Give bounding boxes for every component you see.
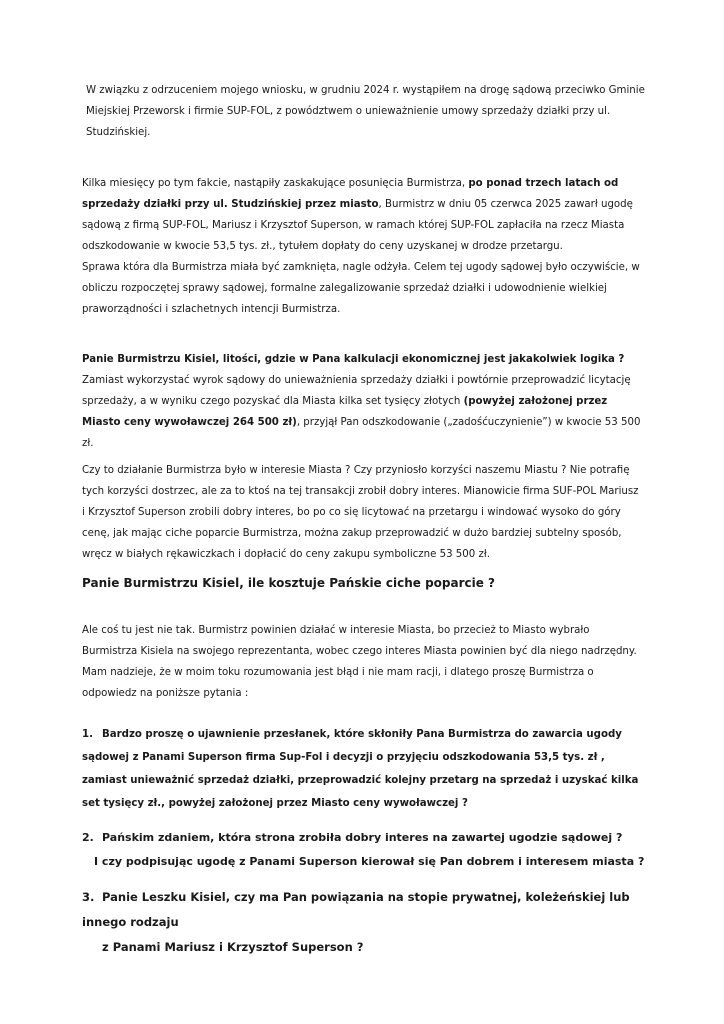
paragraph-lawsuit: W związku z odrzuceniem mojego wniosku, w grudniu 2024 r. wystąpiłem na drogę sądową przeciwko Gminie Miejskiej Przeworsk i firmie SUP-FOL, z powództwem o unieważnienie umowy sprzedaży działki przy ul. Studzińskiej. xyxy=(86,85,645,138)
question-2-text-2: I czy podpisując ugodę z Panami Superson kierował się Pan dobrem i interesem miasta ? xyxy=(94,855,645,868)
section-heading: Panie Burmistrzu Kisiel, ile kosztuje Pańskie ciche poparcie ? xyxy=(82,576,496,590)
logic-question: Panie Burmistrzu Kisiel, litości, gdzie w Pana kalkulacji ekonomicznej jest jakakolwiek logika ? xyxy=(82,354,625,365)
request-text-1: Ale coś tu jest nie tak. Burmistrz powinien działać w interesie Miasta, bo przecież to Miasto wybrało Burmistrza Kisiela na swojego reprezentanta, wobec czego interes Miasta powinien być dla niego nadrzędny. xyxy=(82,625,637,657)
logic-text-1: Zamiast wykorzystać wyrok sądowy do unieważnienia sprzedaży działki i powtórnie przeprowadzić licytację sprzedaży, a w wyniku czego pozyskać dla Miasta kilka set tysięcy złotych xyxy=(82,375,631,407)
question-3-number: 3. xyxy=(82,890,95,904)
paragraph-request xyxy=(82,620,642,704)
question-3-text-1: Panie Leszku Kisiel, czy ma Pan powiązania na stopie prywatnej, koleżeńskiej lub innego rodzaju xyxy=(82,890,630,929)
question-2-number: 2. xyxy=(82,831,94,844)
logic-bold: (powyżej założonej przez Miasto ceny wywoławczej 264 500 zł) xyxy=(82,396,608,428)
question-2-text-1: Pańskim zdaniem, która strona zrobiła dobry interes na zawartej ugodzie sądowej ? xyxy=(102,831,623,844)
question-2 xyxy=(82,826,652,874)
question-1-text: Bardzo proszę o ujawnienie przesłanek, które skłoniły Pana Burmistrza do zawarcia ugody sądowej z Panami Superson firma Sup-Fol i decyzji o przyjęciu odszkodowania 53,5 tys. zł , zamiast unieważnić sprzedaż działki, przeprowadzić kolejny przetarg na sprzedaż i uzyskać kilka set tysięcy zł., powyżej założonej przez Miasto ceny wywoławczej ? xyxy=(82,729,639,809)
question-1-number: 1. xyxy=(82,729,93,740)
question-1 xyxy=(82,723,652,815)
paragraph-logic xyxy=(82,349,642,454)
logic-text-2: , przyjął Pan odszkodowanie („zadośćuczynienie”) w kwocie 53 500 zł. xyxy=(82,417,641,449)
settlement-text-1: Kilka miesięcy po tym fakcie, nastąpiły zaskakujące posunięcia Burmistrza, xyxy=(82,178,466,189)
paragraph-settlement xyxy=(82,173,642,320)
settlement-text-2: , Burmistrz w dniu 05 czerwca 2025 zawarł ugodę sądową z firmą SUP-FOL, Mariusz i Krzysztof Superson, w ramach której SUP-FOL zapłaciła na rzecz Miasta odszkodowanie w kwocie 53,5 tys. zł., tytułem dopłaty do ceny uzyskanej w drodze przetargu. xyxy=(82,199,633,252)
request-text-2: Mam nadzieje, że w moim toku rozumowania jest błąd i nie mam racji, i dlatego proszę Burmistrza o odpowiedz na poniższe pytania : xyxy=(82,667,594,699)
settlement-bold: po ponad trzech latach od sprzedaży działki przy ul. Studzińskiej przez miasto xyxy=(82,178,619,210)
paragraph-interest: Czy to działanie Burmistrza było w interesie Miasta ? Czy przyniosło korzyści naszemu Miastu ? Nie potrafię tych korzyści dostrzec, ale za to ktoś na tej transakcji zrobił dobry interes. Mianowicie firma SUF-POL Mariusz i Krzysztof Superson zrobili dobry interes, bo po co się licytować na przetargu i windować wysoko do góry cenę, jak mając ciche poparcie Burmistrza, można zakup przeprowadzić w dużo bardziej subtelny sposób, wręcz w białych rękawiczkach i dopłacić do ceny zakupu symboliczne 53 500 zł. xyxy=(82,465,639,560)
question-3-text-2: z Panami Mariusz i Krzysztof Superson ? xyxy=(102,940,364,954)
settlement-text-3: Sprawa która dla Burmistrza miała być zamknięta, nagle odżyła. Celem tej ugody sądowej było oczywiście, w obliczu rozpoczętej sprawy sądowej, formalne zalegalizowanie sprzedaż działki i udowodnienie wielkiej praworządności i szlachetnych intencji Burmistrza. xyxy=(82,262,640,315)
question-3 xyxy=(82,885,652,960)
